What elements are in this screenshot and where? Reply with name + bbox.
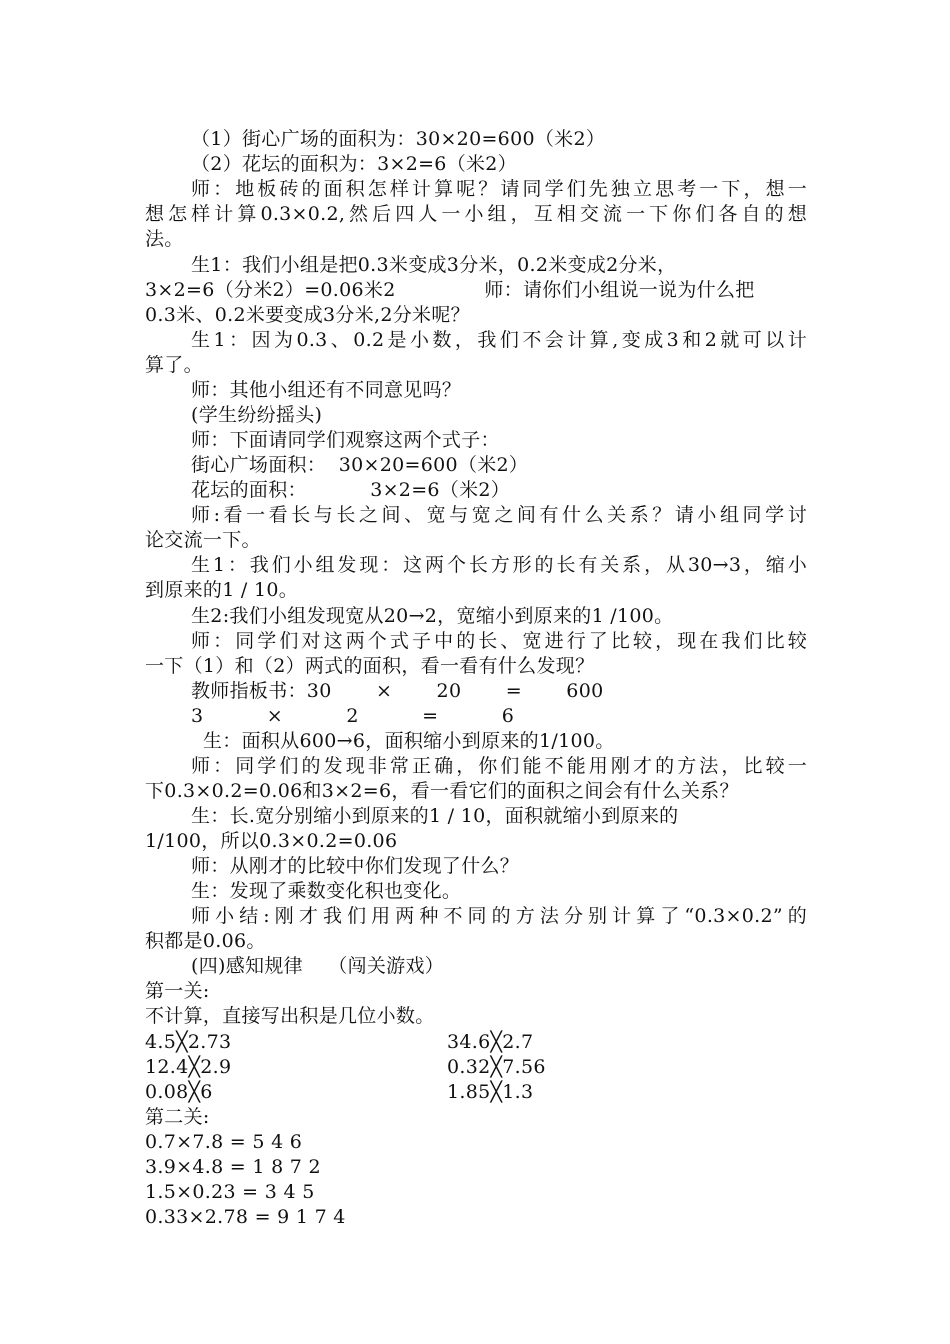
- text-line: 师：同学们对这两个式子中的长、宽进行了比较，现在我们比较: [191, 630, 807, 652]
- exercise-item: 34.6╳2.7: [447, 1031, 534, 1053]
- text-line: 师:看一看长与长之间、宽与宽之间有什么关系？请小组同学讨: [191, 504, 807, 526]
- exercise-item: 0.7×7.8 = 5 4 6: [145, 1131, 303, 1153]
- exercise-item: 3.9×4.8 = 1 8 7 2: [145, 1156, 321, 1178]
- text-line: 师小结:刚才我们用两种不同的方法分别计算了“0.3×0.2”的: [191, 905, 807, 927]
- text-line: 师：下面请同学们观察这两个式子：: [191, 429, 500, 451]
- text-line: 教师指板书：30 × 20 = 600: [191, 680, 604, 702]
- exercise-item: 4.5╳2.73: [145, 1031, 232, 1053]
- level-title: 第二关:: [145, 1106, 210, 1128]
- text-line: 法。: [145, 228, 184, 250]
- text-line: 师：同学们的发现非常正确，你们能不能用刚才的方法，比较一: [191, 755, 807, 777]
- exercise-item: 1.85╳1.3: [447, 1081, 534, 1103]
- text-line: 生1：我们小组是把0.3米变成3分米，0.2米变成2分米，: [191, 254, 677, 276]
- text-line: 生：发现了乘数变化积也变化。: [191, 880, 462, 902]
- text-line: （2）花坛的面积为：3×2=6（米2）: [191, 153, 517, 175]
- text-line: 一下（1）和（2）两式的面积，看一看有什么发现？: [145, 655, 595, 677]
- text-line: 下0.3×0.2=0.06和3×2=6，看一看它们的面积之间会有什么关系？: [145, 780, 739, 802]
- text-line: 师：从刚才的比较中你们发现了什么？: [191, 855, 520, 877]
- text-line: 到原来的1 / 10。: [145, 579, 299, 601]
- text-line: 街心广场面积： 30×20=600（米2）: [191, 454, 529, 476]
- text-line: 师：其他小组还有不同意见吗？: [191, 379, 462, 401]
- text-line: 想怎样计算0.3×0.2,然后四人一小组，互相交流一下你们各自的想: [145, 203, 807, 225]
- exercise-item: 12.4╳2.9: [145, 1056, 232, 1078]
- text-line: 花坛的面积： 3×2=6（米2）: [191, 479, 511, 501]
- section-heading: (四)感知规律 （闯关游戏）: [191, 955, 445, 977]
- exercise-item: 0.08╳6: [145, 1081, 213, 1103]
- text-line: （1）街心广场的面积为：30×20=600（米2）: [191, 128, 606, 150]
- text-line: 积都是0.06。: [145, 930, 266, 952]
- text-line: 3×2=6（分米2）=0.06米2 师：请你们小组说一说为什么把: [145, 279, 755, 301]
- text-line: 生：长.宽分别缩小到原来的1 / 10，面积就缩小到原来的: [191, 805, 679, 827]
- text-line: 生1：因为0.3、0.2是小数，我们不会计算,变成3和2就可以计: [191, 329, 807, 351]
- exercise-item: 1.5×0.23 = 3 4 5: [145, 1181, 315, 1203]
- text-line: 算了。: [145, 354, 203, 376]
- text-line: (学生纷纷摇头): [191, 404, 323, 426]
- text-line: 0.3米、0.2米要变成3分米,2分米呢？: [145, 304, 470, 326]
- text-line: 生：面积从600→6，面积缩小到原来的1/100。: [203, 730, 615, 752]
- text-line: 论交流一下。: [145, 529, 261, 551]
- text-line: 不计算，直接写出积是几位小数。: [145, 1005, 435, 1027]
- text-line: 师：地板砖的面积怎样计算呢？请同学们先独立思考一下，想一: [191, 178, 807, 200]
- exercise-item: 0.33×2.78 = 9 1 7 4: [145, 1206, 346, 1228]
- exercise-item: 0.32╳7.56: [447, 1056, 546, 1078]
- text-line: 生2:我们小组发现宽从20→2，宽缩小到原来的1 /100。: [191, 605, 674, 627]
- text-line: 生1：我们小组发现：这两个长方形的长有关系，从30→3，缩小: [191, 554, 807, 576]
- level-title: 第一关:: [145, 980, 210, 1002]
- text-line: 1/100，所以0.3×0.2=0.06: [145, 830, 398, 852]
- text-line: 3 × 2 = 6: [191, 705, 515, 727]
